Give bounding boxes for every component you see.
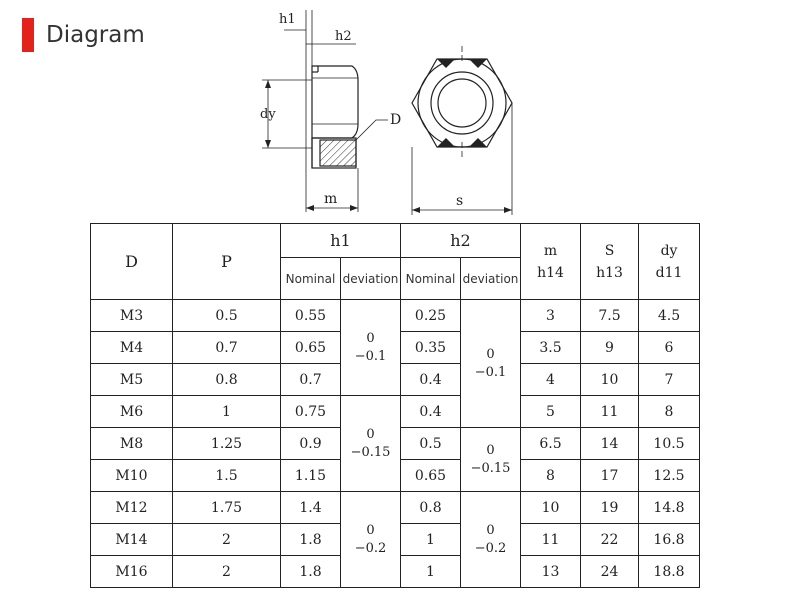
- nut-technical-drawing: [0, 0, 790, 225]
- s-label: s: [456, 193, 464, 209]
- cell-p: 2: [173, 556, 281, 588]
- h1-deviation-group-1: [341, 300, 401, 396]
- cell-p: 1.75: [173, 492, 281, 524]
- cell-m: 13: [521, 556, 581, 588]
- cell-dy: 4.5: [639, 300, 700, 332]
- table-row: [91, 300, 700, 332]
- cell-s: 11: [581, 396, 639, 428]
- cell-p: 2: [173, 524, 281, 556]
- header-h2: h2: [401, 224, 521, 258]
- header-h1-nominal: Nominal: [281, 258, 341, 300]
- header-m-tolerance: h14: [537, 264, 564, 281]
- cell-m: 10: [521, 492, 581, 524]
- dimension-table: [90, 223, 700, 588]
- cell-p: 0.7: [173, 332, 281, 364]
- cell-m: 4: [521, 364, 581, 396]
- front-view: [412, 46, 512, 215]
- cell-d: M10: [91, 460, 173, 492]
- cell-h2-nominal: 1: [401, 556, 461, 588]
- m-label: m: [324, 191, 338, 207]
- h2-deviation-group-1: [461, 300, 521, 428]
- h2-label: h2: [335, 29, 352, 44]
- h1-deviation-group-2: [341, 396, 401, 492]
- table-row: [91, 396, 700, 428]
- header-dy-tolerance: d11: [655, 264, 683, 281]
- cell-d: M5: [91, 364, 173, 396]
- cell-p: 0.5: [173, 300, 281, 332]
- cell-h2-nominal: 0.4: [401, 364, 461, 396]
- header-s-label: S: [604, 242, 615, 259]
- header-h1: h1: [281, 224, 401, 258]
- h1-deviation-upper: 0: [366, 330, 375, 346]
- cell-s: 19: [581, 492, 639, 524]
- cell-h1-nominal: 1.8: [281, 524, 341, 556]
- cell-s: 7.5: [581, 300, 639, 332]
- cell-h2-nominal: 0.4: [401, 396, 461, 428]
- cell-p: 1.25: [173, 428, 281, 460]
- cell-m: 6.5: [521, 428, 581, 460]
- cell-dy: 6: [639, 332, 700, 364]
- cell-d: M14: [91, 524, 173, 556]
- cell-h2-nominal: 1: [401, 524, 461, 556]
- header-h2-deviation: deviation: [461, 258, 521, 300]
- cell-s: 17: [581, 460, 639, 492]
- header-dy-label: dy: [660, 242, 678, 259]
- cell-m: 3.5: [521, 332, 581, 364]
- header-h2-nominal: Nominal: [401, 258, 461, 300]
- cell-h2-nominal: 0.5: [401, 428, 461, 460]
- cell-s: 14: [581, 428, 639, 460]
- header-m: [521, 224, 581, 300]
- header-s-tolerance: h13: [596, 264, 623, 281]
- h2-deviation-lower: −0.2: [474, 540, 507, 556]
- header-h1-deviation: deviation: [341, 258, 401, 300]
- cell-h1-nominal: 1.15: [281, 460, 341, 492]
- cell-h1-nominal: 1.4: [281, 492, 341, 524]
- cell-dy: 14.8: [639, 492, 700, 524]
- page-title: Diagram: [46, 22, 145, 48]
- cell-m: 3: [521, 300, 581, 332]
- cell-d: M6: [91, 396, 173, 428]
- h1-label: h1: [279, 12, 296, 27]
- cell-h2-nominal: 0.8: [401, 492, 461, 524]
- header-s: [581, 224, 639, 300]
- cell-s: 24: [581, 556, 639, 588]
- h1-deviation-upper: 0: [366, 522, 375, 538]
- cell-h2-nominal: 0.25: [401, 300, 461, 332]
- cell-m: 5: [521, 396, 581, 428]
- side-view: [262, 10, 388, 212]
- cell-d: M12: [91, 492, 173, 524]
- h2-deviation-lower: −0.15: [470, 460, 511, 476]
- cell-h1-nominal: 0.55: [281, 300, 341, 332]
- cell-p: 0.8: [173, 364, 281, 396]
- h1-deviation-group-3: [341, 492, 401, 588]
- h2-deviation-upper: 0: [486, 522, 495, 538]
- cell-dy: 16.8: [639, 524, 700, 556]
- cell-dy: 12.5: [639, 460, 700, 492]
- h1-deviation-upper: 0: [366, 426, 375, 442]
- header-d: D: [91, 224, 173, 300]
- h1-deviation-lower: −0.2: [354, 540, 387, 556]
- cell-h1-nominal: 0.75: [281, 396, 341, 428]
- cell-h1-nominal: 1.8: [281, 556, 341, 588]
- cell-d: M4: [91, 332, 173, 364]
- cell-m: 8: [521, 460, 581, 492]
- cell-h1-nominal: 0.9: [281, 428, 341, 460]
- cell-s: 9: [581, 332, 639, 364]
- header-p: P: [173, 224, 281, 300]
- h2-deviation-upper: 0: [486, 442, 495, 458]
- cell-p: 1: [173, 396, 281, 428]
- h2-deviation-group-3: [461, 492, 521, 588]
- h2-deviation-group-2: [461, 428, 521, 492]
- cell-h1-nominal: 0.65: [281, 332, 341, 364]
- h2-deviation-lower: −0.1: [474, 364, 507, 380]
- cell-h2-nominal: 0.65: [401, 460, 461, 492]
- cell-s: 22: [581, 524, 639, 556]
- header-dy: [639, 224, 700, 300]
- dy-label: dy: [260, 107, 276, 122]
- d-label: D: [390, 112, 402, 128]
- header-m-label: m: [543, 242, 558, 259]
- h1-deviation-lower: −0.15: [350, 444, 391, 460]
- table-row: [91, 492, 700, 524]
- cell-h1-nominal: 0.7: [281, 364, 341, 396]
- cell-p: 1.5: [173, 460, 281, 492]
- cell-h2-nominal: 0.35: [401, 332, 461, 364]
- cell-m: 11: [521, 524, 581, 556]
- cell-s: 10: [581, 364, 639, 396]
- cell-d: M8: [91, 428, 173, 460]
- h2-deviation-upper: 0: [486, 346, 495, 362]
- cell-dy: 10.5: [639, 428, 700, 460]
- cell-d: M16: [91, 556, 173, 588]
- cell-dy: 18.8: [639, 556, 700, 588]
- h1-deviation-lower: −0.1: [354, 348, 387, 364]
- front-corner-fills: [412, 59, 512, 213]
- cell-dy: 7: [639, 364, 700, 396]
- cell-d: M3: [91, 300, 173, 332]
- cell-dy: 8: [639, 396, 700, 428]
